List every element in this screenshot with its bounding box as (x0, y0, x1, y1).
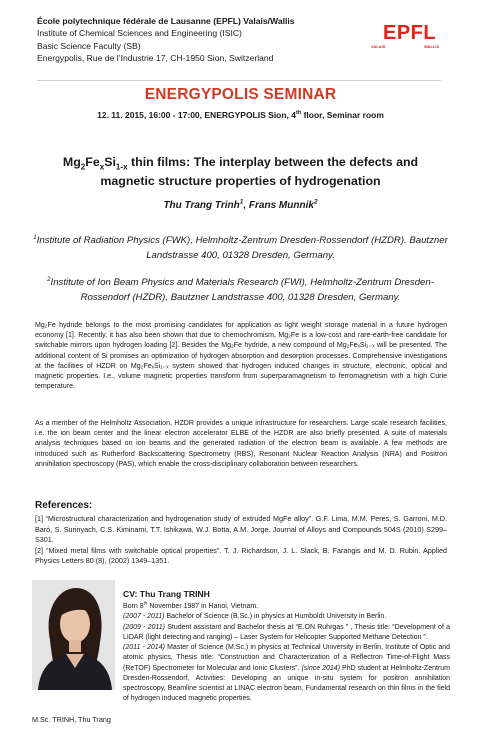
author-1: Thu Trang Trinh (163, 200, 240, 211)
cv-entry-text: Student assistant and Bachelor thesis at “E.ON Ruhrgas ” , Thesis title: “Development of a LIDAR (light detecting and ranging) – Laser System for Helicopter Supported Methane Detection ”. (123, 623, 450, 641)
logo-right-text: WALLIS (424, 44, 440, 49)
photo-caption: M.Sc. TRINH, Thu Trang (32, 715, 111, 724)
author-1-affil: 1 (239, 198, 244, 206)
title-part: Si (104, 155, 116, 169)
cv-entry-years: (2007 - 2011) (123, 613, 165, 621)
cv-body (123, 602, 450, 705)
event-location: floor, Seminar room (301, 110, 384, 120)
talk-title (30, 153, 451, 191)
title-part: thin films: The interplay between the defects and (127, 155, 419, 169)
authors (0, 200, 481, 211)
event-date-time: 12. 11. 2015, 16:00 - 17:00, ENERGYPOLIS Sion, 4 (97, 110, 297, 120)
epfl-logo (369, 18, 442, 50)
cv-entry-years: (2011 - 2014) (123, 644, 165, 651)
seminar-heading: ENERGYPOLIS SEMINAR (144, 86, 337, 103)
title-part: Mg (62, 155, 81, 169)
floor-suffix: th (296, 110, 302, 117)
institution-name: École polytechnique fédérale de Lausanne (EPFL) Valais/Wallis (37, 16, 295, 26)
cv-entry-years: (2009 - 2011) (123, 623, 166, 631)
references-list (35, 514, 447, 567)
cv-entry (123, 612, 450, 622)
affiliation-text: Institute of Radiation Physics (FWK), Helmholtz-Zentrum Dresden-Rossendorf (HZDR). Bautzner Landstrasse 400, 01328 Dresden, Germany. (36, 235, 448, 261)
header-divider (37, 80, 441, 81)
cv-entry (123, 623, 450, 644)
affiliation-1 (33, 234, 448, 263)
institute-name: Institute of Chemical Sciences and Engineering (ISIC) (37, 28, 242, 39)
abstract-text: As a member of the Helmholtz Association, HZDR provides a unique infrastructure for researchers. Large scale research facilities, i.e. the ion beam center and the linear electron accelerator ELBE of the HZDR are also briefly presented. A suite of materials analysis techniques based on ion beams and the generated radiation of the electron beam is available. A few methods are introduced such as Rutherford Backscattering Spectrometry (RBS), Resonant Nuclear Reaction Analysis (NRA) and Positron annihilation spectroscopy (PAS), which enable the cross-disciplinary collaboration between researchers. (35, 420, 447, 468)
title-subscript: 2 (80, 162, 86, 172)
author-separator: , (243, 200, 249, 211)
cv-heading: CV: Thu Trang TRINH (123, 589, 210, 599)
affiliation-2 (33, 276, 448, 305)
reference-item: [1] “Microstructural characterization and hydrogenation study of extruded MgFe alloy”. G.F. Lima, M.M. Peres, S. Garroni, M.D. Baró, S. Surinyach, C.S. Kiminami, T.T. Ishikawa, W.J. Botta, A.M. Jorge. Journal of Alloys and Compounds 504S (2010) S299–S301. (35, 514, 447, 545)
author-2: Frans Munnik (248, 200, 314, 211)
cv-born-text: November 1987 in Hanoi, Vietnam. (147, 603, 259, 610)
speaker-portrait (32, 580, 115, 690)
event-details (0, 110, 481, 120)
address: Energypolis, Rue de l’Industrie 17, CH-1950 Sion, Switzerland (37, 53, 274, 64)
references-heading: References: (35, 500, 93, 511)
talk-title-line-2: magnetic structure properties of hydrogenation (100, 174, 381, 188)
author-2-affil: 2 (313, 198, 318, 206)
cv-born-text: Born 8 (123, 603, 144, 610)
faculty-name: Basic Science Faculty (SB) (37, 40, 141, 51)
cv-entry-years: (since 2014) (301, 664, 341, 672)
affiliation-number: 2 (47, 275, 51, 283)
affiliation-text: Institute of Ion Beam Physics and Materials Research (FWI), Helmholtz-Zentrum Dresden-Rossendorf (HZDR), Bautzner Landstrasse 400, 01328 Dresden, Germany. (50, 277, 434, 303)
logo-main-text: EPFL (383, 22, 437, 44)
cv-entry-text: Bachelor of Science (B.Sc.) in physics at Humboldt University in Berlin. (164, 613, 387, 621)
title-subscript: 1-x (115, 162, 128, 172)
logo-left-text: VALAIS (371, 44, 386, 49)
cv-entry (123, 643, 450, 705)
abstract-text: Mg₂Fe hydride belongs to the most promising candidates for application as light weight storage material in a future hydrogen economy [1]. Recently, it has also been shown that due to chemochromism, Mg₂Fe is a low-cost and rare-earth-free candidate for switchable mirrors upon hydrogen loading [2]. Besides the Mg₂Fe hydride, a new compound of Mg₂FeₓSi₁₋ₓ will be presented. The additional content of Si promises an optimization of hydrogen absorption and desorption processes. Comprehensive investigations at the facilities of HZDR on Mg₂FeₓSi₁₋ₓ system showed that hydrogen induced changes in structure, electronic, optical and magnetic properties. I.e., volume magnetic properties transform from superparamagnetism to ferromagnetism with a high Curie temperature. (35, 322, 447, 391)
reference-item: [2] “Mixed metal films with switchable optical properties”. T. J. Richardson, J. L. Slack, B. Farangis and M. D. Rubin. Applied Physics Letters 80 (8), (2002) 1349–1351. (35, 545, 447, 566)
cv-entry-text: Master of Science (M.Sc.) in physics at Technical University in Berlin, Institute of Optic and atomic physics, Thesis title: “Construction and Characterization of a Reflectron Time-of-Flight Mass (ReTOF) Spectrometer for Molecular and Ionic Clusters”. (123, 644, 450, 672)
title-subscript: x (99, 162, 105, 172)
institution-header (37, 15, 367, 65)
abstract-paragraph-1 (35, 321, 447, 392)
cv-born (123, 602, 450, 612)
talk-title-line-1 (30, 153, 451, 172)
affiliation-number: 1 (33, 233, 37, 241)
title-part: Fe (85, 155, 100, 169)
cv-born-suffix: th (143, 600, 148, 606)
speaker-photo (32, 580, 115, 690)
cv-entry-text: PhD student at Helmholtz-Zentrum Dresden-Rossendorf, Activities: Developing an unique in-situ system for positron annihilation spectroscopy, Beamline scientist at LINAC electron beam, Fundamental research on thin films in the field of hydrogen induced magnetic properties. (123, 664, 450, 703)
abstract-paragraph-2 (35, 419, 447, 470)
